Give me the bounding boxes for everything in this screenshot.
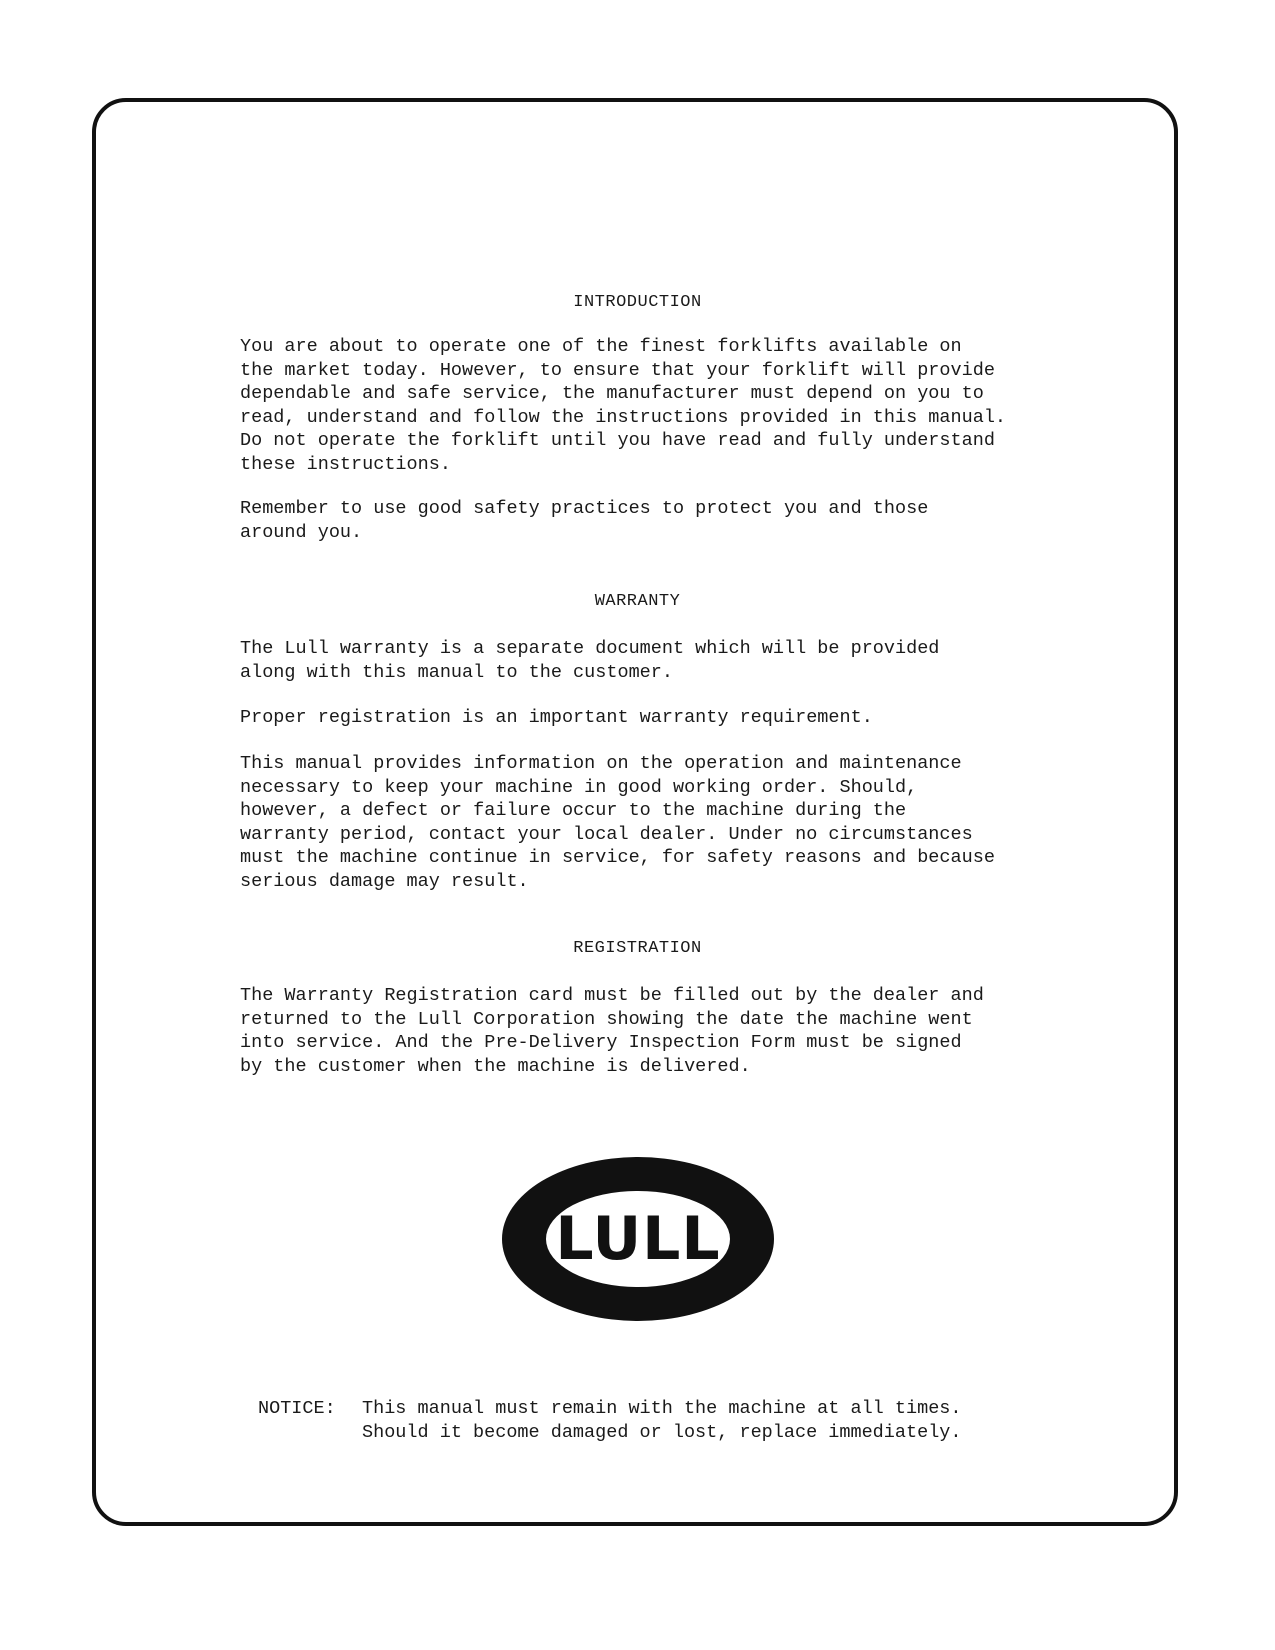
warranty-paragraph-2: Proper registration is an important warranty requirement.	[240, 707, 873, 728]
notice-label: NOTICE:	[258, 1398, 336, 1419]
introduction-paragraph-2: Remember to use good safety practices to protect you and those around you.	[240, 498, 929, 543]
notice-text: This manual must remain with the machine at all times. Should it become damaged or lost, replace immediately.	[362, 1398, 962, 1443]
logo-wordmark: LULL	[555, 1204, 721, 1274]
warranty-paragraph-1: The Lull warranty is a separate document which will be provided along with this manual to the customer.	[240, 638, 940, 683]
registration-paragraph-1: The Warranty Registration card must be filled out by the dealer and returned to the Lull Corporation showing the date the machine went into service. And the Pre-Delivery Inspection Form must be signed by the customer when the machine is delivered.	[240, 985, 984, 1077]
lull-logo-graphic	[500, 1155, 776, 1323]
warranty-heading: WARRANTY	[594, 592, 681, 611]
introduction-heading: INTRODUCTION	[573, 293, 702, 312]
registration-heading: REGISTRATION	[573, 939, 702, 958]
warranty-paragraph-3: This manual provides information on the operation and maintenance necessary to keep your machine in good working order. Should, however, a defect or failure occur to the machine during the warranty period, contact your local dealer. Under no circumstances must the machine continue in service, for safety reasons and because serious damage may result.	[240, 753, 995, 892]
lull-logo	[500, 1155, 776, 1323]
introduction-paragraph-1: You are about to operate one of the finest forklifts available on the market today. However, to ensure that your forklift will provide dependable and safe service, the manufacturer must depend on you to read, understand and follow the instructions provided in this manual. Do not operate the forklift until you have read and fully understand these instructions.	[240, 336, 1007, 475]
